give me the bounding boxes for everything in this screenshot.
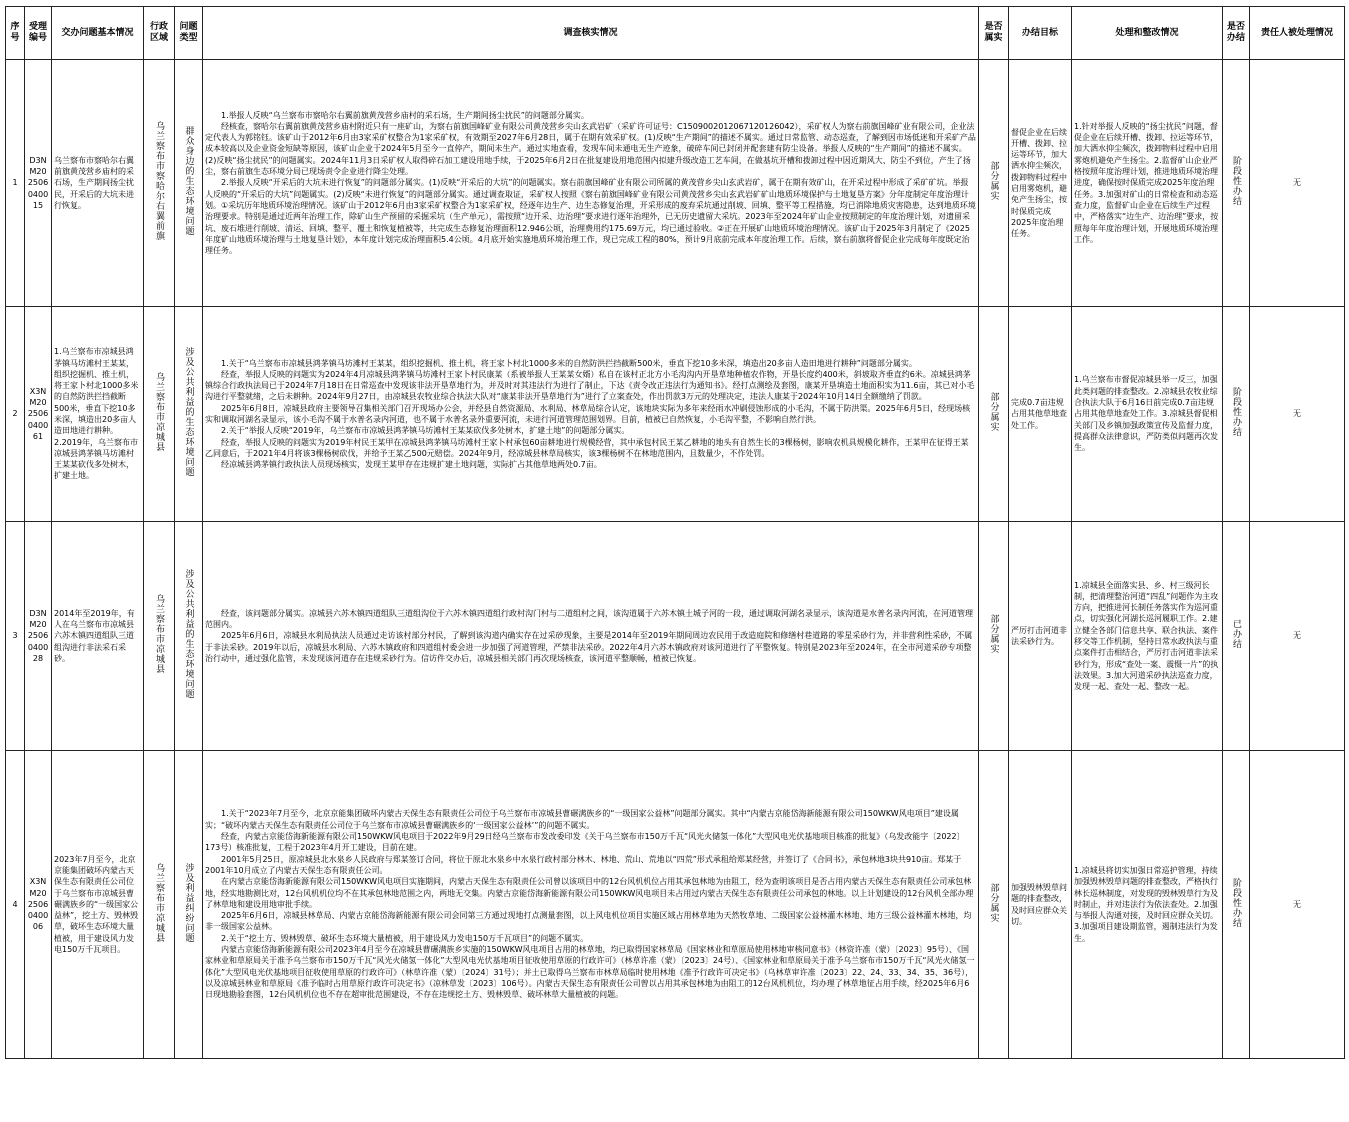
row-verified-cell xyxy=(979,307,1009,522)
investigation-paragraph: 经查，举报人反映的问题实为2019年村民王某甲在凉城县鸿茅镇马坊滩村王家卜村承包60亩耕地进行规模经营，其中承包村民王某乙耕地的地头有自然生长的3棵杨树，影响农机具规模化耕作，王某甲在征得王某乙同意后，于2021年4月将该3棵杨树砍伐，并给予王某乙500元赔偿。2024年9月，经凉城县林草局核实，该3棵杨树不在林地范围内，且数量少，不作处罚。 xyxy=(205,437,969,458)
row-accountability: 无 xyxy=(1250,522,1345,751)
investigation-paragraph: 2001年5月25日，原凉城县北水泉乡人民政府与郑某签订合同，将位于原北水泉乡中水泉行政村部分林木、林地、荒山、荒地以“四荒”形式承租给郑某经营，并签订了《合同书》，承包林地3块共910亩。郑某于2001年10月成立了内蒙古天保生态有限责任公司。 xyxy=(205,854,962,875)
row-verified: 部分属实 xyxy=(988,161,999,202)
row-code: X3NM202506040006 xyxy=(25,751,52,1059)
row-region: 乌兰察布市凉城县 xyxy=(154,594,164,675)
row-seq: 4 xyxy=(6,751,25,1059)
row-issue: 乌兰察布市察哈尔右翼前旗黄茂营乡庙村的采石场，生产期间扬尘扰民，开采后的大坑未进行恢复。 xyxy=(52,60,144,307)
row-verified: 部分属实 xyxy=(988,614,999,655)
row-investigation xyxy=(203,522,979,751)
header-verified: 是否属实 xyxy=(979,7,1009,60)
header-done: 是否办结 xyxy=(1223,7,1250,60)
table-row xyxy=(6,307,1345,522)
investigation-paragraph: 经查，内蒙古京能岱海新能源有限公司150WKW风电项目于2022年9月29日经乌兰察布市发改委印发《关于乌兰察布市150万千瓦“风光火储氢一体化”大型风电光伏基地项目核准的批复》（乌发改能字〔2022〕173号）核准批复，工程于2023年4月开工建设，目前在建。 xyxy=(205,832,965,853)
header-seq: 序号 xyxy=(6,7,25,60)
investigation-paragraph: 1.关于“2023年7月至今，北京京能集团破坏内蒙古天保生态有限责任公司位于乌兰察布市凉城县曹碾满族乡的“一级国家公益林”问题部分属实。其中“内蒙古京能岱海新能源有限公司150WKW风电项目”建设属实；“破坏内蒙古天保生态有限责任公司位于乌兰察布市凉城县曹碾满族乡的‘一级国家公益林’”的问题不属实。 xyxy=(205,809,959,830)
header-goal: 办结目标 xyxy=(1009,7,1072,60)
row-handling: 1.凉城县全面落实县、乡、村三级河长制，把清理整治河道“四乱”问题作为主攻方向，把推进河长制任务落实作为巡河重点，切实强化河湖长巡河履职工作。2.建立健全各部门信息共享、联合执法、案件移交等工作机制，坚持日常水政执法与重点案件打击相结合，严厉打击河道非法采砂行为，形成“查处一案、震慑一片”的执法效果。3.加大河道采砂执法巡查力度，发现一起、查处一起、整改一起。 xyxy=(1072,522,1223,751)
row-verified: 部分属实 xyxy=(988,882,999,923)
row-issue: 1.乌兰察布市凉城县鸿茅镇马坊滩村王某某，组织挖掘机、推土机，将王家卜村北1000多米的自然防洪拦挡截断500米，垂直下挖10多米深，填造出20多亩人造田地进行耕种。2.2019年，乌兰察布市凉城县鸿茅镇马坊滩村王某某砍伐多处树木，扩建土地。 xyxy=(52,307,144,522)
row-region-cell xyxy=(144,60,175,307)
row-region-cell xyxy=(144,307,175,522)
table-row xyxy=(6,751,1345,1059)
row-type: 涉及公共利益的生态环境问题 xyxy=(183,569,194,700)
row-done: 阶段性办结 xyxy=(1231,877,1241,928)
row-verified-cell xyxy=(979,751,1009,1059)
row-accountability: 无 xyxy=(1250,60,1345,307)
row-seq: 3 xyxy=(6,522,25,751)
row-handling: 1.凉城县将切实加强日常巡护管理，持续加强毁林毁草问题的排查整改，严格执行林长巡林制度，对发现的毁林毁草行为及时制止，并对违法行为依法查处。2.加强与举报人沟通对接，及时回应群众关切。3.加强项目建设期监管，遏制违法行为发生。 xyxy=(1072,751,1223,1059)
header-accountability: 责任人被处理情况 xyxy=(1250,7,1345,60)
row-verified-cell xyxy=(979,60,1009,307)
row-investigation xyxy=(203,60,979,307)
row-done-cell xyxy=(1223,522,1250,751)
investigation-paragraph: 2.关于“挖土方、毁林毁草、破坏生态环境大量植被，用于建设风力发电150万千瓦项目”的问题不属实。 xyxy=(221,933,589,943)
row-seq: 1 xyxy=(6,60,25,307)
row-verified-cell xyxy=(979,522,1009,751)
investigation-paragraph: 1.举报人反映“乌兰察布市察哈尔右翼前旗黄茂营乡庙村的采石场，生产期间扬尘扰民”的问题部分属实。 xyxy=(221,110,589,120)
row-type: 群众身边的生态环境问题 xyxy=(183,126,194,237)
row-investigation xyxy=(203,751,979,1059)
row-code: D3NM202506040015 xyxy=(25,60,52,307)
row-accountability: 无 xyxy=(1250,751,1345,1059)
row-done: 阶段性办结 xyxy=(1231,156,1241,207)
row-verified: 部分属实 xyxy=(988,392,999,433)
header-row xyxy=(6,7,1345,60)
report-page xyxy=(5,6,1344,1059)
row-done: 阶段性办结 xyxy=(1231,387,1241,438)
investigation-paragraph: 2025年6月6日，凉城县林草局、内蒙古京能岱海新能源有限公司会同第三方通过现地打点测量套图，以上风电机位项目实施区域占用林草地为天然牧草地、二级国家公益林灌木林地、地方三级公益林灌木林地，均非一级国家公益林。 xyxy=(205,911,972,932)
row-region-cell xyxy=(144,751,175,1059)
header-region: 行政区域 xyxy=(144,7,175,60)
table-row xyxy=(6,60,1345,307)
row-done-cell xyxy=(1223,307,1250,522)
row-type-cell xyxy=(175,307,203,522)
row-goal: 完成0.7亩违规占用其他草地查处工作。 xyxy=(1009,307,1072,522)
row-goal: 加强毁林毁草问题的排查整改，及时回应群众关切。 xyxy=(1009,751,1072,1059)
investigation-paragraph: 2.关于“举报人反映“2019年，乌兰察布市凉城县鸿茅镇马坊滩村王某某砍伐多处树木，扩建土地”的问题部分属实。 xyxy=(221,426,630,436)
row-handling: 1.针对举报人反映的“扬尘扰民”问题，督促企业在后续开槽、拨卸、拉运等环节，加大洒水抑尘频次，拨卸物料过程中启用雾炮机避免产生扬尘。2.监督矿山企业严格按照年度治理计划，推进地质环境治理进度，确保按时保质完成2025年度治理任务。3.加强对矿山的日常检查和动态巡查力度，监督矿山企业在后续生产过程中，严格落实“边生产、边治理”要求，按照每年年度治理计划，开展地质环境治理工作。 xyxy=(1072,60,1223,307)
row-region: 乌兰察布市察哈尔右翼前旗 xyxy=(154,121,164,242)
investigation-paragraph: 2025年6月6日，凉城县水利局执法人员通过走访该村部分村民，了解到该沟道内确实存在过采砂现象，主要是2014年至2019年期间周边农民用于改造庭院和修缮村巷道路的零星采砂行为，并非营利性采砂，不属于非法采砂。2019年以后，凉城县水利局、六苏木镇政府和四道组村委会进一步加强了河道管理，严禁非法采砂。2022年4月六苏木镇政府对该河道进行了平整恢复。特别是2023年至2024年，在全市河道采砂专项整治行动中，通过强化监管，未发现该河道存在违规采砂行为。信访件交办后，凉城县相关部门再次现场核查，该河道平整顺畅，植被已恢复。 xyxy=(205,631,973,663)
row-type: 涉及公共利益的生态环境问题 xyxy=(183,347,194,478)
row-type-cell xyxy=(175,522,203,751)
row-done: 已办结 xyxy=(1231,619,1241,650)
header-issue: 交办问题基本情况 xyxy=(52,7,144,60)
row-code: X3NM202506040061 xyxy=(25,307,52,522)
row-type: 涉及利益纠纷问题 xyxy=(183,862,194,943)
header-investigation: 调查核实情况 xyxy=(203,7,979,60)
header-handling: 处理和整改情况 xyxy=(1072,7,1223,60)
row-handling: 1.乌兰察布市督促凉城县举一反三，加强此类问题的排查整改。2.凉城县农牧业综合执法大队于6月16日前完成0.7亩违规占用其他草地查处工作。3.凉城县督促相关部门及乡镇加强政策宣传及监督力度，提高群众法律意识，严防类似问题再次发生。 xyxy=(1072,307,1223,522)
investigation-paragraph: 2.举报人反映“开采后的大坑未进行恢复”的问题部分属实。(1)反映“开采后的大坑”的问题属实。察右前旗国峰矿业有限公司所属的黄茂营乡尖山玄武岩矿，属于在期有效矿山，在开采过程中形成了采矿矿坑。举报人反映的“开采后的大坑”问题属实。(2)反映“未进行恢复”的问题部分属实。通过调查取证，采矿权人按照《察右前旗国峰矿业有限公司黄茂营乡尖山玄武岩矿矿山地质环境保护与土地复垦方案》分年度制定年度治理计划。①采坑历年地质环境治理情况。该矿山于2012年6月由3家采矿权整合为1家采矿权，经逐年边生产、边生态修复治理，开采形成的废弃采坑通过削坡、回填、整平等工程措施，均已消除地质灾害隐患，达到地质环境治理要求。特别是通过近两年治理工作，除矿山生产预留的采掘采坑（生产单元），需按照“边开采、边治理”要求进行逐年治理外，已无历史遗留大采坑。2023年至2024年矿山企业按照制定的年度治理计划，对遗留采坑、废石堆进行削坡、清运、回填、整平、覆土和恢复植被等，共完成生态修复治理面积12.946公顷，治理费用约175.69万元，均已通过验收。②正在开展矿山地质环境治理情况。该矿山于2025年3月制定了《2025年度矿山地质环境治理与土地复垦计划》，本年度计划完成治理面积5.4公顷。4月底开始实施地质环境治理工作，现已完成工程的80%，预计9月底前完成本年度治理工作。后续，察右前旗将督促企业完成每年度既定治理任务。 xyxy=(205,178,976,256)
row-issue: 2023年7月至今，北京京能集团破坏内蒙古天保生态有限责任公司位于乌兰察布市凉城县曹碾满族乡的“一级国家公益林”，挖土方、毁林毁草，破坏生态环境大量植被，用于建设风力发电150万千瓦项目。 xyxy=(52,751,144,1059)
row-done-cell xyxy=(1223,60,1250,307)
investigation-paragraph: 在内蒙古京能岱海新能源有限公司150WKW风电项目实施期间，内蒙古天保生态有限责任公司曾以该项目中的12台风机机位占用其承包林地为由阻工，经为查明该项目是否占用内蒙古天保生态有限责任公司承包林地，经实地勘测比对，12台风机机位均不在其承包林地范围之内，两地无交集。内蒙古京能岱海新能源有限公司150WKW风电项目未占用过内蒙古天保生态有限责任公司承包的林地。以上计划建设的12台风机全部办理了林草地和建设用地审批手续。 xyxy=(205,877,974,909)
row-code: D3NM202506040028 xyxy=(25,522,52,751)
row-accountability: 无 xyxy=(1250,307,1345,522)
row-issue: 2014年至2019年，有人在乌兰察布市凉城县六苏木镇四道组队三道组沟进行非法采石采砂。 xyxy=(52,522,144,751)
row-seq: 2 xyxy=(6,307,25,522)
investigation-paragraph: 经凉城县鸿茅镇行政执法人员现场核实，发现王某甲存在违规扩建土地问题，实际扩占其他草地两处0.7亩。 xyxy=(221,460,602,470)
row-investigation xyxy=(203,307,979,522)
investigation-paragraph: 内蒙古京能岱海新能源有限公司2023年4月至今在凉城县曹碾满族乡实施的150WKW风电项目占用的林草地，均已取得国家林草局《国家林业和草原局使用林地审核同意书》（林资许准（蒙）〔2023〕95号）、《国家林业和草原局关于准予乌兰察布市150万千瓦“风光火储氢一体化”大型风电光伏基地项目征收使用草原的行政许可》（林草许准（蒙）〔2023〕24号）、《国家林业和草原局关于准予乌兰察布市150万千瓦“风光火储氢一体化”大型风电光伏基地项目征收使用草原的行政许可》（林草许准（蒙）〔2024〕31号）；并土已取得乌兰察布市林草局临时使用林地《准予行政许可决定书》（乌林草审许准〔2023〕22、24、33、34、35、36号），以及凉城县林业和草原局《准予临时占用草原行政许可决定书》（凉林草发〔2023〕106号）。内蒙古天保生态有限责任公司曾以占用其承包林地为由阻工的12台风机机位，均办理了林草地征占用手续，经2025年6月6日现地勘验套图，12台风机机位也不存在超审批范围建设，不存在违规挖土方、毁林毁草、破坏林草大量植被的问题。 xyxy=(205,945,975,1000)
header-code: 受理编号 xyxy=(25,7,52,60)
investigation-paragraph: 经查，该问题部分属实。凉城县六苏木镇四道组队三道组沟位于六苏木镇四道组行政村沟门村与二道组村之间，该沟道属于六苏木镇土城子河的一段，通过调取河湖名录显示，该沟道是水普名录内河流，在河道管理范围内。 xyxy=(205,608,973,630)
table-row xyxy=(6,522,1345,751)
row-done-cell xyxy=(1223,751,1250,1059)
row-goal: 督促企业在后续开槽、拨卸、拉运等环节，加大洒水抑尘频次，拨卸物料过程中启用雾炮机，避免产生扬尘，按时保质完成2025年度治理任务。 xyxy=(1009,60,1072,307)
row-region: 乌兰察布市凉城县 xyxy=(154,372,164,453)
header-type: 问题类型 xyxy=(175,7,203,60)
row-region-cell xyxy=(144,522,175,751)
row-type-cell xyxy=(175,751,203,1059)
row-region: 乌兰察布市凉城县 xyxy=(154,862,164,943)
investigation-paragraph: 经查，举报人反映的问题实为2024年4月凉城县鸿茅镇马坊滩村王家卜村民康某（系被举报人王某某女婿）私自在该村正北方小毛沟沟内开垦草地种植农作物，开垦长度约400米，斜坡取齐垂直约6米。凉城县鸿茅镇综合行政执法局已于2024年7月18日在日常巡查中发现该非法开垦草地行为，并及时对其违法行为进行了制止，下达《责令改正违法行为通知书》。经打点测绘及套图，康某开垦填造土地面积实为11.6亩，其已对小毛沟进行平整就绪，之后未耕种。2024年9月27日，由凉城县农牧业综合执法大队对“康某非法开垦草地行为”进行了立案查处，作出罚款3万元的处理决定，违法人康某于2024年10月14日全额缴纳了罚款。 xyxy=(205,369,975,402)
report-table xyxy=(5,6,1345,1059)
row-type-cell xyxy=(175,60,203,307)
investigation-paragraph: 1.关于“乌兰察布市凉城县鸿茅镇马坊滩村王某某，组织挖掘机、推土机，将王家卜村北1000多米的自然防洪拦挡截断500米，垂直下挖10多米深，填造出20多亩人造田地进行耕种”问题部分属实。 xyxy=(221,358,917,368)
investigation-paragraph: 经核查，察哈尔右翼前旗黄茂营乡庙村附近只有一座矿山，为察右前旗国峰矿业有限公司黄茂营乡尖山玄武岩矿（采矿许可证号：C1509002012067120126042），采矿权人为察右前旗国峰矿业有限公司，企业法定代表人为郭铭钰。该矿山于2012年6月由3家采矿权整合为1家采矿权，有效期至2027年6月28日，属于在期有效采矿权。(1)反映“生产期间”的描述不属实。通过日常监管、动态巡查，了解到因市场低迷和开采矿产品成本较高以及企业资金短缺等原因，该矿山企业于2024年5月至今一直停产，期间未生产。通过实地查看，发现车间未通电无生产迹象，破碎车间已封闭并配套建有防尘设备。举报人反映的“生产期间”的描述不属实。(2)反映“扬尘扰民”的问题属实。2024年11月3日采矿权人取得碎石加工建设用地手续，于2025年6月2日在批复建设用地范围内拟建升级改造工艺车间，在做基坑开槽和拨卸过程中因近期风大、防尘不到位，产生了扬尘，察右前旗生态环境分局已现场责令企业进行降尘处理。 xyxy=(205,121,976,177)
row-goal: 严厉打击河道非法采砂行为。 xyxy=(1009,522,1072,751)
investigation-paragraph: 2025年6月8日，凉城县政府主要领导召集相关部门召开现场办公会，并经县自然资源局、水利局、林草局综合认定，该地块实际为多年来经雨水冲刷侵蚀形成的小毛沟，不属于防洪渠。2025年6月5日，经现场核实和调取河湖名录显示，该小毛沟不属于水普名录内河道，也不属于水普名录外重要河流，未进行河道管理范围划界。目前，植被已自然恢复，小毛沟平整，不影响自然行洪。 xyxy=(205,403,971,424)
